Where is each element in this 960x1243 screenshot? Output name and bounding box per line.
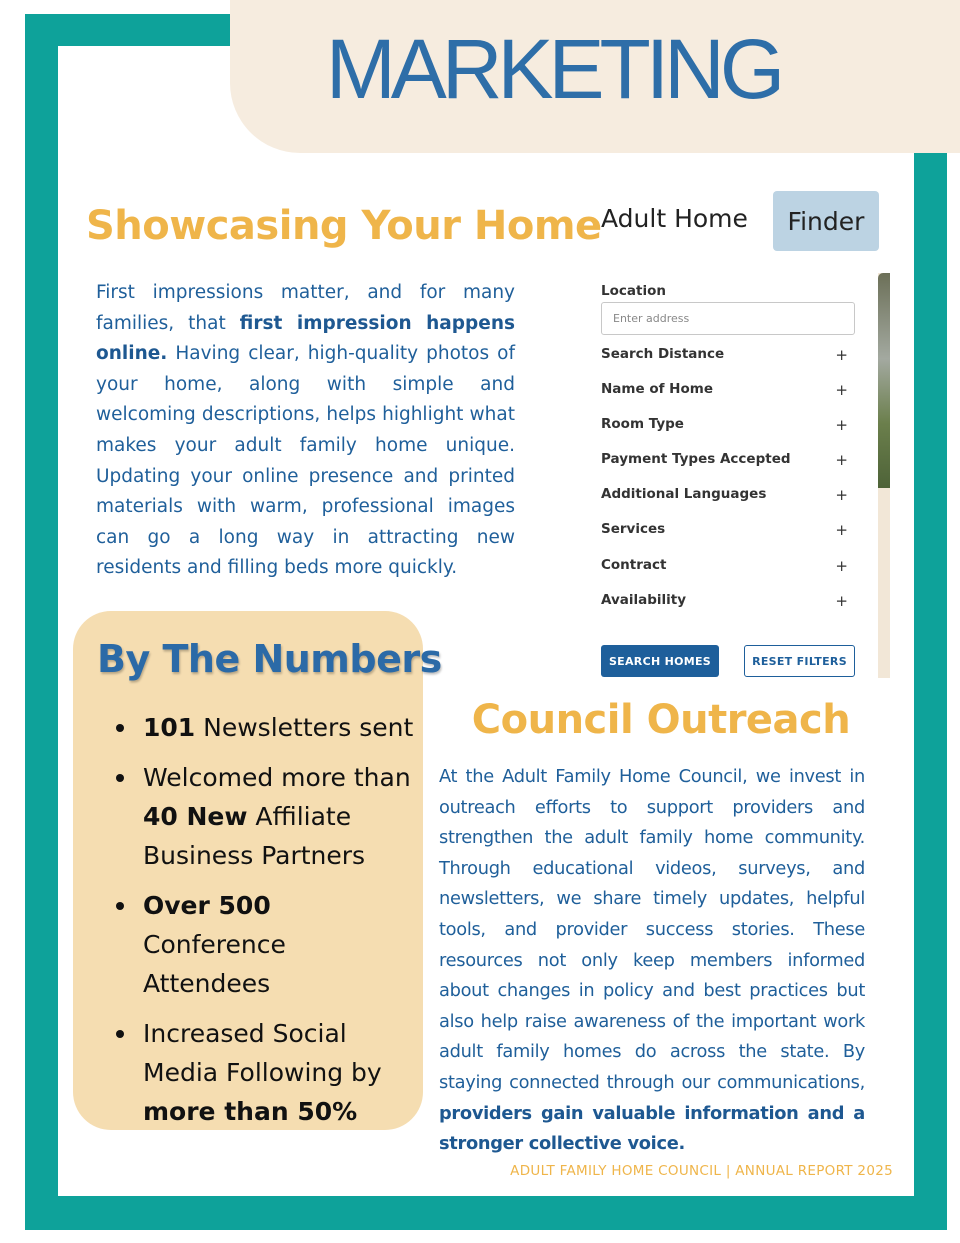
outreach-text-bold: providers gain valuable information and a stronger collective voice.: [439, 1102, 865, 1155]
stat-bold: 40 New: [143, 802, 248, 831]
numbers-list: [115, 708, 420, 1142]
location-label: Location: [601, 283, 666, 299]
filter-label: Name of Home: [601, 381, 713, 397]
page-title: MARKETING: [325, 22, 781, 116]
stat-text: Newsletters sent: [195, 713, 414, 742]
filter-availability[interactable]: [601, 592, 853, 612]
filter-additional-languages[interactable]: [601, 486, 853, 506]
stat-text: Conference Attendees: [143, 930, 286, 998]
plus-icon[interactable]: +: [835, 451, 848, 469]
showcase-text-bold: first impression happens online.: [96, 312, 515, 365]
plus-icon[interactable]: +: [835, 521, 848, 539]
plus-icon[interactable]: +: [835, 557, 848, 575]
search-homes-button[interactable]: SEARCH HOMES: [601, 645, 719, 677]
outreach-heading: Council Outreach: [471, 697, 851, 743]
outreach-text: At the Adult Family Home Council, we invest in outreach efforts to support providers and strengthen the adult family home community. Through educational videos, surveys, and newsletters, we share timely updates, helpful tools, and provider success stories. These resources not only keep members informed about changes in policy and best practices but also help raise awareness of the important work adult family homes do across the state. By staying connected through our communications,: [439, 766, 865, 1093]
plus-icon[interactable]: +: [835, 592, 848, 610]
finder-title-highlight: Finder: [773, 191, 879, 251]
filter-name-of-home[interactable]: [601, 381, 853, 401]
outreach-paragraph: [439, 762, 865, 1160]
filter-payment-types[interactable]: [601, 451, 853, 471]
showcase-paragraph: [96, 278, 515, 584]
stat-pre: Increased Social Media Following by: [143, 1019, 382, 1087]
filter-label: Contract: [601, 557, 667, 573]
numbers-heading: By The Numbers: [97, 637, 442, 681]
plus-icon[interactable]: +: [835, 346, 848, 364]
stat-text: Affiliate Business Partners: [143, 802, 366, 870]
filter-room-type[interactable]: [601, 416, 853, 436]
plus-icon[interactable]: +: [835, 416, 848, 434]
stat-bold: 101: [143, 713, 196, 742]
home-photo-thumbnail: [878, 273, 890, 488]
stat-bold: more than 50%: [143, 1097, 358, 1126]
plus-icon[interactable]: +: [835, 381, 848, 399]
stat-pre: Welcomed more than: [143, 763, 411, 792]
showcase-text-end: Having clear, high-quality photos of your home, along with simple and welcoming descriptions, helps highlight what makes your adult family home unique. Updating your online presence and printed materials with warm, professional images can go a long way in attracting new residents and filling beds more quickly.: [96, 343, 515, 579]
filter-label: Availability: [601, 592, 687, 608]
list-item: [115, 708, 420, 747]
showcase-text-start: First impressions matter, and for many families, that: [96, 282, 515, 334]
list-item: [115, 1014, 420, 1131]
list-item: [115, 758, 420, 875]
filter-label: Search Distance: [601, 346, 725, 362]
footer-text: ADULT FAMILY HOME COUNCIL | ANNUAL REPORT 2025: [510, 1163, 893, 1179]
showcase-heading: Showcasing Your Home: [86, 203, 602, 249]
reset-filters-button[interactable]: RESET FILTERS: [744, 645, 855, 677]
filter-label: Services: [601, 521, 666, 537]
filter-label: Payment Types Accepted: [601, 451, 791, 467]
finder-title: Adult Home: [601, 204, 748, 233]
stat-bold: Over 500: [143, 891, 271, 920]
filter-label: Additional Languages: [601, 486, 767, 502]
filter-search-distance[interactable]: [601, 346, 853, 366]
filter-label: Room Type: [601, 416, 684, 432]
list-item: [115, 886, 420, 1003]
plus-icon[interactable]: +: [835, 486, 848, 504]
filter-contract[interactable]: [601, 557, 853, 577]
address-input[interactable]: [601, 302, 855, 335]
filter-services[interactable]: [601, 521, 853, 541]
